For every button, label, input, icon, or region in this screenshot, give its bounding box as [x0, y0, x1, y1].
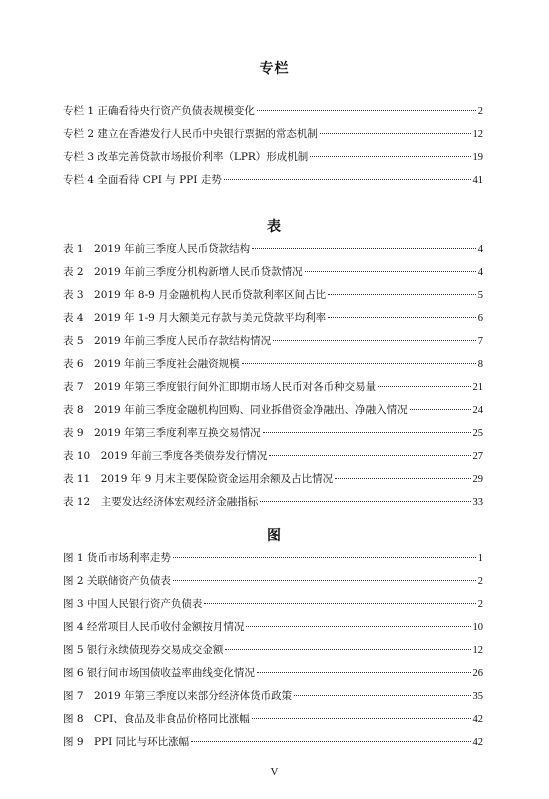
- dot-leader: [252, 248, 476, 249]
- toc-entry[interactable]: [63, 149, 483, 172]
- dot-leader: [252, 718, 471, 719]
- toc-entry-label: 表 10 2019 年前三季度各类债券发行情况: [63, 450, 268, 462]
- dot-leader: [335, 478, 470, 479]
- toc-entry-label: 表 7 2019 年第三季度银行间外汇即期市场人民币对各币种交易量: [63, 381, 377, 393]
- toc-entry-page: 2: [477, 576, 483, 587]
- toc-entry[interactable]: [63, 425, 483, 448]
- toc-entry[interactable]: [63, 573, 483, 596]
- toc-entry-page: 29: [472, 474, 483, 485]
- dot-leader: [246, 626, 470, 627]
- section-title-boxes: 专栏: [259, 61, 290, 77]
- dot-leader: [204, 603, 475, 604]
- toc-entry-label: 图 2 关联储资产负债表: [63, 575, 171, 587]
- toc-entry[interactable]: [63, 310, 483, 333]
- toc-entry-page: 2: [477, 106, 483, 117]
- toc-entry-label: 专栏 1 正确看待央行资产负债表规模变化: [63, 105, 255, 117]
- toc-entry-label: 表 12 主要发达经济体宏观经济金融指标: [63, 496, 259, 508]
- toc-entry-page: 24: [472, 405, 483, 416]
- page-number: V: [270, 766, 279, 778]
- toc-entry-page: 2: [477, 599, 483, 610]
- toc-entry-page: 5: [477, 290, 483, 301]
- toc-entry[interactable]: [63, 619, 483, 642]
- toc-entry[interactable]: [63, 596, 483, 619]
- dot-leader: [294, 695, 470, 696]
- toc-entry-label: 表 4 2019 年 1-9 月大额美元存款与美元贷款平均利率: [63, 312, 327, 324]
- toc-entry-label: 专栏 3 改革完善贷款市场报价利率（LPR）形成机制: [63, 151, 309, 163]
- toc-entry-label: 表 2 2019 年前三季度分机构新增人民币贷款情况: [63, 266, 303, 278]
- toc-entry-label: 图 7 2019 年第三季度以来部分经济体货币政策: [63, 690, 293, 702]
- toc-tables: [63, 241, 483, 517]
- toc-entry-label: 图 1 货币市场利率走势: [63, 552, 171, 564]
- toc-entry-page: 12: [472, 129, 483, 140]
- toc-entry-page: 21: [472, 382, 483, 393]
- toc-entry[interactable]: [63, 287, 483, 310]
- dot-leader: [273, 340, 476, 341]
- toc-figures: [63, 550, 483, 757]
- toc-entry[interactable]: [63, 642, 483, 665]
- toc-entry[interactable]: [63, 402, 483, 425]
- toc-entry-page: 41: [472, 175, 483, 186]
- dot-leader: [260, 501, 470, 502]
- dot-leader: [328, 317, 476, 318]
- toc-entry[interactable]: [63, 448, 483, 471]
- dot-leader: [305, 271, 476, 272]
- toc-entry-label: 表 9 2019 年第三季度利率互换交易情况: [63, 427, 261, 439]
- toc-entry-page: 1: [477, 553, 483, 564]
- dot-leader: [257, 672, 471, 673]
- toc-entry-page: 42: [472, 714, 483, 725]
- toc-entry[interactable]: [63, 103, 483, 126]
- dot-leader: [310, 156, 470, 157]
- toc-entry-label: 专栏 4 全面看待 CPI 与 PPI 走势: [63, 174, 222, 186]
- dot-leader: [410, 409, 471, 410]
- toc-entry-label: 图 8 CPI、食品及非食品价格同比涨幅: [63, 713, 250, 725]
- toc-entry[interactable]: [63, 356, 483, 379]
- toc-entry-page: 19: [472, 152, 483, 163]
- dot-leader: [328, 294, 476, 295]
- dot-leader: [225, 649, 470, 650]
- toc-entry[interactable]: [63, 494, 483, 517]
- toc-entry-label: 表 1 2019 年前三季度人民币贷款结构: [63, 243, 251, 255]
- dot-leader: [257, 110, 476, 111]
- toc-entry-label: 图 9 PPI 同比与环比涨幅: [63, 736, 190, 748]
- toc-entry-label: 图 4 经常项目人民币收付金额按月情况: [63, 621, 245, 633]
- toc-entry-page: 8: [477, 359, 483, 370]
- section-title-tables: 表: [267, 219, 282, 235]
- toc-entry-label: 专栏 2 建立在香港发行人民币中央银行票据的常态机制: [63, 128, 318, 140]
- toc-entry-page: 6: [477, 313, 483, 324]
- toc-entry-page: 10: [472, 622, 483, 633]
- toc-entry-page: 26: [472, 668, 483, 679]
- toc-entry-page: 42: [472, 737, 483, 748]
- dot-leader: [269, 455, 470, 456]
- toc-entry-page: 25: [472, 428, 483, 439]
- toc-entry-label: 表 11 2019 年 9 月末主要保险资金运用余额及占比情况: [63, 473, 334, 485]
- toc-boxes: [63, 103, 483, 195]
- toc-entry-label: 表 6 2019 年前三季度社会融资规模: [63, 358, 240, 370]
- toc-entry-page: 35: [472, 691, 483, 702]
- dot-leader: [191, 741, 470, 742]
- dot-leader: [378, 386, 470, 387]
- toc-entry[interactable]: [63, 711, 483, 734]
- toc-entry[interactable]: [63, 471, 483, 494]
- toc-entry[interactable]: [63, 241, 483, 264]
- section-title-figures: 图: [267, 528, 282, 544]
- toc-entry-label: 图 5 银行永续债现券交易成交金额: [63, 644, 224, 656]
- toc-entry-label: 表 3 2019 年 8-9 月金融机构人民币贷款利率区间占比: [63, 289, 327, 301]
- toc-entry[interactable]: [63, 734, 483, 757]
- dot-leader: [263, 432, 471, 433]
- toc-entry[interactable]: [63, 126, 483, 149]
- toc-entry-label: 图 6 银行间市场国债收益率曲线变化情况: [63, 667, 255, 679]
- toc-entry[interactable]: [63, 550, 483, 573]
- toc-entry-page: 7: [477, 336, 483, 347]
- toc-entry[interactable]: [63, 665, 483, 688]
- toc-entry[interactable]: [63, 379, 483, 402]
- toc-entry-page: 12: [472, 645, 483, 656]
- dot-leader: [224, 179, 471, 180]
- toc-entry[interactable]: [63, 264, 483, 287]
- toc-entry-label: 表 8 2019 年前三季度金融机构回购、同业拆借资金净融出、净融入情况: [63, 404, 408, 416]
- toc-entry[interactable]: [63, 172, 483, 195]
- dot-leader: [173, 580, 476, 581]
- toc-entry[interactable]: [63, 688, 483, 711]
- dot-leader: [320, 133, 471, 134]
- toc-entry-page: 27: [472, 451, 483, 462]
- dot-leader: [173, 557, 476, 558]
- toc-entry-page: 33: [472, 497, 483, 508]
- dot-leader: [242, 363, 476, 364]
- toc-entry[interactable]: [63, 333, 483, 356]
- toc-entry-page: 4: [477, 244, 483, 255]
- toc-entry-label: 表 5 2019 年前三季度人民币存款结构情况: [63, 335, 272, 347]
- toc-entry-label: 图 3 中国人民银行资产负债表: [63, 598, 203, 610]
- toc-entry-page: 4: [477, 267, 483, 278]
